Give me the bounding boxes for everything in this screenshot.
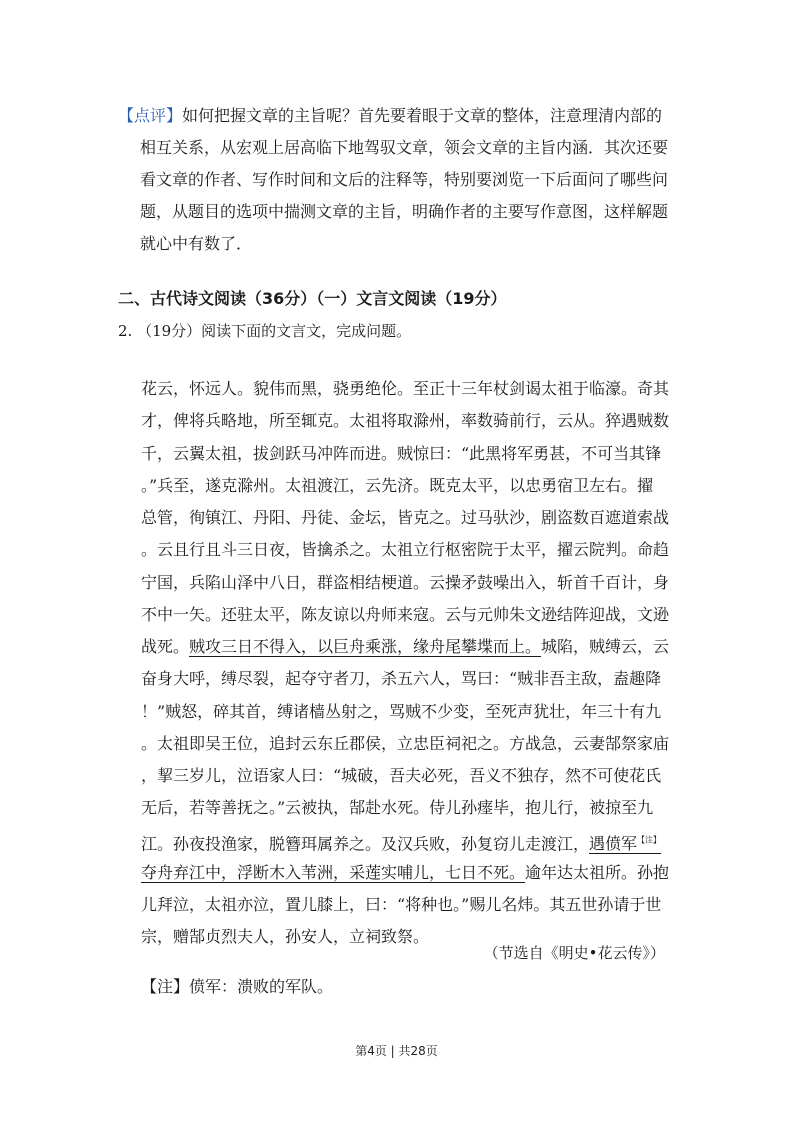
- comment-line: 【点评】如何把握文章的主旨呢？首先要着眼于文章的整体，注意理清内部的: [118, 106, 663, 125]
- comment-block: [118, 100, 678, 260]
- passage-line: 儿拜泣，太祖亦泣，置儿膝上，曰：“将种也。”赐儿名炜。其五世孙请于世: [141, 895, 662, 914]
- footnote: 【注】偾军：溃败的军队。: [141, 977, 334, 996]
- passage-line: 才，俾将兵略地，所至辄克。太祖将取滁州，率数骑前行，云从。猝遇贼数: [141, 411, 670, 431]
- passage-line: 战死。贼攻三日不得入，以巨舟乘涨，缘舟尾攀堞而上。城陷，贼缚云，云: [141, 637, 670, 656]
- passage-line: 不中一矢。还驻太平，陈友谅以舟师来寇。云与元帅朱文逊结阵迎战，文逊: [141, 604, 670, 624]
- passage-line: 千，云翼太祖，拔剑跃马冲阵而进。贼惊曰：“此黑将军勇甚，不可当其锋: [141, 443, 662, 463]
- comment-line: 题，从题目的选项中揣测文章的主旨，明确作者的主要写作意图，这样解题: [140, 202, 669, 221]
- comment-line: 相互关系，从宏观上居高临下地驾驭文章，领会文章的主旨内涵．其次还要: [140, 138, 669, 157]
- comment-line: 就心中有数了．: [140, 234, 253, 253]
- passage-line: 。云且行且斗三日夜，皆擒杀之。太祖立行枢密院于太平，擢云院判。命趋: [141, 540, 670, 560]
- passage-line: 夺舟弃江中，浮断木入苇洲，采莲实哺儿，七日不死。逾年达太祖所。孙抱: [141, 862, 670, 882]
- passage-line: 宁国，兵陷山泽中八日，群盗相结梗道。云操矛鼓噪出入，斩首千百计，身: [141, 572, 670, 592]
- comment-tag: 【点评】: [118, 106, 183, 125]
- page-footer: 第4页 | 共28页: [355, 1044, 438, 1058]
- question-prompt: 2. （19分）阅读下面的文言文，完成问题。: [118, 322, 412, 340]
- footnote-marker: 【注】: [637, 835, 662, 845]
- underlined-sentence: 遇偾军$^{【注】}$: [589, 833, 662, 853]
- passage-source: （节选自《明史•花云传》）: [483, 944, 665, 962]
- classical-passage: [141, 373, 671, 954]
- passage-line: 总管，徇镇江、丹阳、丹徒、金坛，皆克之。过马驮沙，剧盗数百遮道索战: [141, 508, 670, 527]
- passage-line: 奋身大呼，缚尽裂，起夺守者刀，杀五六人，骂曰：“贼非吾主敌，盍趣降: [141, 669, 662, 689]
- passage-line: ，挈三岁儿，泣语家人曰：“城破，吾夫必死，吾义不独存，然不可使花氏: [141, 766, 662, 785]
- section-heading: 二、古代诗文阅读（36分）（一）文言文阅读（19分）: [118, 289, 507, 308]
- passage-line: 江。孙夜投渔家，脱簪珥属养之。及汉兵败，孙复窃儿走渡江，遇偾军$^{【注】}$: [141, 833, 662, 853]
- passage-line: 。太祖即吴王位，追封云东丘郡侯，立忠臣祠祀之。方战急，云妻郜祭家庙: [141, 733, 670, 753]
- passage-line: ！”贼怒，碎其首，缚诸樯丛射之，骂贼不少变，至死声犹壮，年三十有九: [141, 701, 662, 721]
- passage-line: 无后，若等善抚之。”云被执，郜赴水死。侍儿孙瘗毕，抱儿行，被掠至九: [141, 798, 654, 818]
- underlined-sentence: 贼攻三日不得入，以巨舟乘涨，缘舟尾攀堞而上。: [189, 637, 542, 656]
- underlined-sentence: 夺舟弃江中，浮断木入苇洲，采莲实哺儿，七日不死。: [141, 862, 526, 882]
- comment-line: 看文章的作者、写作时间和文后的注释等，特别要浏览一下后面问了哪些问: [140, 170, 669, 189]
- passage-line: 花云，怀远人。貌伟而黑，骁勇绝伦。至正十三年杖剑谒太祖于临濠。奇其: [141, 379, 670, 398]
- passage-line: 。”兵至，遂克滁州。太祖渡江，云先济。既克太平，以忠勇宿卫左右。擢: [141, 475, 654, 495]
- passage-line: 宗，赠郜贞烈夫人，孙安人，立祠致祭。: [141, 927, 430, 947]
